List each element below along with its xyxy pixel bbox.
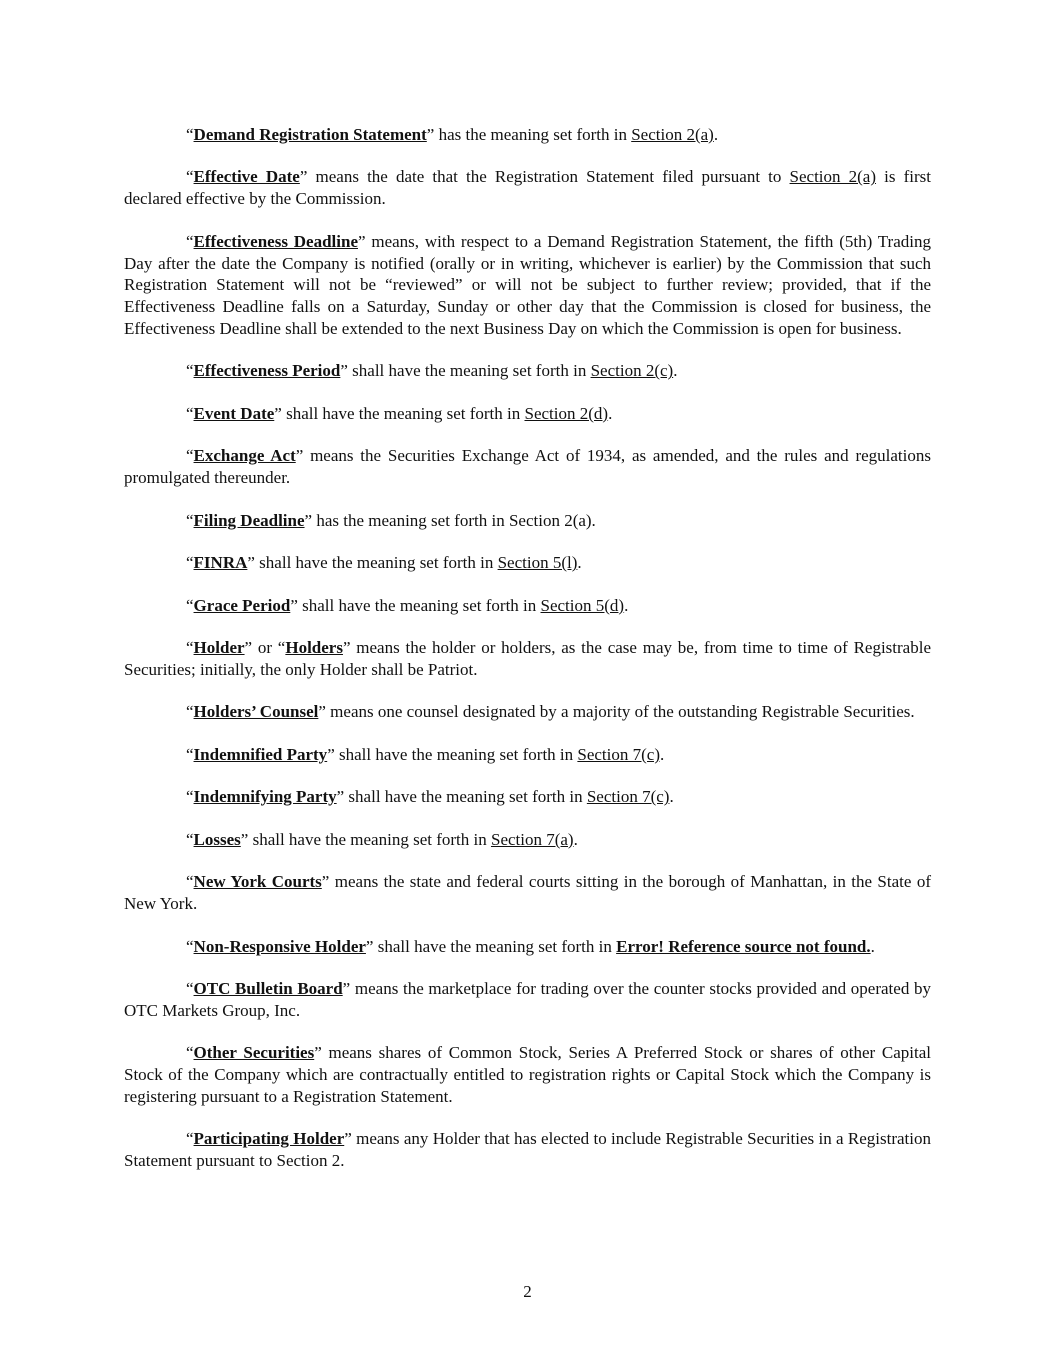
defined-term: Filing Deadline — [193, 510, 305, 530]
definition-end: . — [573, 829, 578, 849]
definition-end: . — [660, 744, 665, 764]
definition-paragraph: “Indemnifying Party” shall have the meaning set forth in Section 7(c). — [186, 787, 674, 807]
definition-paragraph: “Effectiveness Period” shall have the meaning set forth in Section 2(c). — [186, 361, 678, 381]
defined-term: Grace Period — [193, 595, 291, 615]
defined-term: Indemnifying Party — [193, 787, 337, 807]
section-reference: Section 5(d) — [540, 595, 625, 615]
definition-end: . — [673, 361, 678, 381]
definition-text: ” means the holder or holders, as the case may be, from time to time of Registrable Securities; initially, the only Holder shall be Patriot. — [124, 638, 931, 679]
definition-end: . — [624, 595, 629, 615]
defined-term: Exchange Act — [193, 446, 296, 466]
defined-term: Effectiveness Deadline — [193, 231, 358, 251]
definition-text: ” means the date that the Registration Statement filed pursuant to — [299, 167, 790, 187]
definition-text: ” shall have the meaning set forth in — [247, 553, 498, 573]
definition-paragraph: “Participating Holder” means any Holder that has elected to include Registrable Securities in a Registration Statement pursuant to Section 2. — [124, 1129, 931, 1171]
definition-text: ” means the marketplace for trading over the counter stocks provided and operated by OTC Markets Group, Inc. — [124, 979, 931, 1020]
definition-text: ” means the state and federal courts sitting in the borough of Manhattan, in the State of New York. — [124, 872, 931, 914]
definition-paragraph: “Filing Deadline” has the meaning set forth in Section 2(a). — [186, 510, 596, 530]
definition-paragraph: “Grace Period” shall have the meaning set forth in Section 5(d). — [186, 595, 629, 615]
definition-text: ” means, with respect to a Demand Registration Statement, the fifth (5th) Trading Day after the date the Company is notified (orally or in writing, whichever is earlier) by the Commission that such Registration Statement will not be “reviewed” or will not be subject to further review; provided, that if the Effectiveness Deadline falls on a Saturday, Sunday or other day that the Commission is closed for business, the Effectiveness Deadline shall be extended to the next Business Day on which the Commission is open for business. — [124, 231, 931, 338]
definition-paragraph: “Effective Date” means the date that the Registration Statement filed pursuant to Section 2(a) is first declared effective by the Commission. — [124, 167, 931, 209]
section-reference: Section 7(c) — [577, 744, 660, 764]
definition-paragraph: “Indemnified Party” shall have the meaning set forth in Section 7(c). — [186, 744, 665, 764]
definition-text: ” shall have the meaning set forth in — [365, 936, 617, 956]
defined-term: FINRA — [193, 553, 248, 573]
definition-end: . — [669, 787, 674, 807]
definition-text: ” shall have the meaning set forth in — [327, 744, 578, 764]
defined-term: Other Securities — [193, 1043, 315, 1063]
definition-end: is first declared effective by the Commission. — [124, 167, 931, 209]
defined-term: OTC Bulletin Board — [193, 979, 343, 999]
section-reference: Section 5(l) — [497, 553, 578, 573]
definition-text: ” means the Securities Exchange Act of 1934, as amended, and the rules and regulations promulgated thereunder. — [124, 446, 931, 488]
definition-paragraph: “OTC Bulletin Board” means the marketplace for trading over the counter stocks provided and operated by OTC Markets Group, Inc. — [124, 979, 931, 1020]
section-reference: Section 2(a) — [789, 167, 877, 187]
definition-end: . — [577, 553, 582, 573]
definition-end: . — [870, 936, 875, 956]
defined-term: Event Date — [193, 403, 275, 423]
definition-paragraph: “Exchange Act” means the Securities Exchange Act of 1934, as amended, and the rules and regulations promulgated thereunder. — [124, 446, 931, 488]
defined-term: Effective Date — [193, 167, 300, 187]
definition-text: ” shall have the meaning set forth in — [336, 787, 587, 807]
defined-term: Indemnified Party — [193, 744, 328, 764]
section-reference: Section 7(c) — [586, 787, 670, 807]
definition-paragraph: “Other Securities” means shares of Common Stock, Series A Preferred Stock or shares of other Capital Stock of the Company which are contractually entitled to registration rights or Capital Stock which the Company is registering pursuant to a Registration Statement. — [124, 1043, 932, 1106]
definition-text: ” shall have the meaning set forth in — [340, 361, 591, 381]
definitions-list — [124, 124, 931, 1193]
definition-text: ” shall have the meaning set forth in — [274, 403, 525, 423]
definition-end: . — [608, 403, 613, 423]
definition-text: ” shall have the meaning set forth in — [290, 595, 541, 615]
defined-term: Effectiveness Period — [193, 361, 341, 381]
defined-term: Losses — [193, 829, 241, 849]
definition-paragraph: “FINRA” shall have the meaning set forth in Section 5(l). — [186, 553, 582, 573]
definition-end: . — [713, 125, 719, 144]
defined-term: New York Courts — [193, 872, 322, 892]
page-number: 2 — [523, 1282, 532, 1301]
defined-term: Demand Registration Statement — [193, 125, 427, 144]
definition-text: ” has the meaning set forth in Section 2(a). — [304, 510, 596, 530]
section-reference: Section 2(d) — [524, 403, 609, 423]
definition-text: ” means shares of Common Stock, Series A Preferred Stock or shares of other Capital Stock of the Company which are contractually entitled to registration rights or Capital Stock which the Company is registering pursuant to a Registration Statement. — [124, 1043, 932, 1106]
section-reference: Section 2(c) — [590, 361, 674, 381]
defined-term: Holders’ Counsel — [193, 702, 319, 722]
error-reference: Error! Reference source not found. — [616, 936, 871, 956]
definition-text: ” has the meaning set forth in — [426, 125, 632, 144]
defined-term: Holder — [193, 638, 245, 658]
section-reference: Section 7(a) — [490, 829, 574, 849]
definition-paragraph: “Losses” shall have the meaning set forth in Section 7(a). — [186, 829, 578, 849]
definition-text: ” or “ — [244, 638, 286, 658]
defined-term: Participating Holder — [193, 1129, 345, 1149]
definition-paragraph: “Holders’ Counsel” means one counsel designated by a majority of the outstanding Registrable Securities. — [186, 702, 915, 722]
defined-term: Non-Responsive Holder — [193, 936, 366, 956]
definition-paragraph: “Holder” or “Holders” means the holder or holders, as the case may be, from time to time of Registrable Securities; initially, the only Holder shall be Patriot. — [124, 638, 931, 679]
defined-term: Holders — [285, 638, 343, 658]
definition-text: ” means any Holder that has elected to include Registrable Securities in a Registration Statement pursuant to Section 2. — [124, 1129, 931, 1171]
section-reference: Section 2(a) — [631, 125, 714, 144]
definition-paragraph: “Event Date” shall have the meaning set forth in Section 2(d). — [186, 403, 613, 423]
definition-text: ” means one counsel designated by a majority of the outstanding Registrable Securities. — [318, 702, 915, 722]
definition-text: ” shall have the meaning set forth in — [240, 829, 491, 849]
definition-paragraph: “Demand Registration Statement” has the meaning set forth in Section 2(a). — [186, 125, 719, 144]
definition-paragraph: “Effectiveness Deadline” means, with respect to a Demand Registration Statement, the fifth (5th) Trading Day after the date the Company is notified (orally or in writing, whichever is earlier) by the Commission that such Registration Statement will not be “reviewed” or will not be subject to further review; provided, that if the Effectiveness Deadline falls on a Saturday, Sunday or other day that the Commission is closed for business, the Effectiveness Deadline shall be extended to the next Business Day on which the Commission is open for business. — [124, 231, 931, 338]
definition-paragraph: “Non-Responsive Holder” shall have the meaning set forth in Error! Reference source not found.. — [186, 936, 875, 956]
definition-paragraph: “New York Courts” means the state and federal courts sitting in the borough of Manhattan, in the State of New York. — [124, 872, 931, 914]
